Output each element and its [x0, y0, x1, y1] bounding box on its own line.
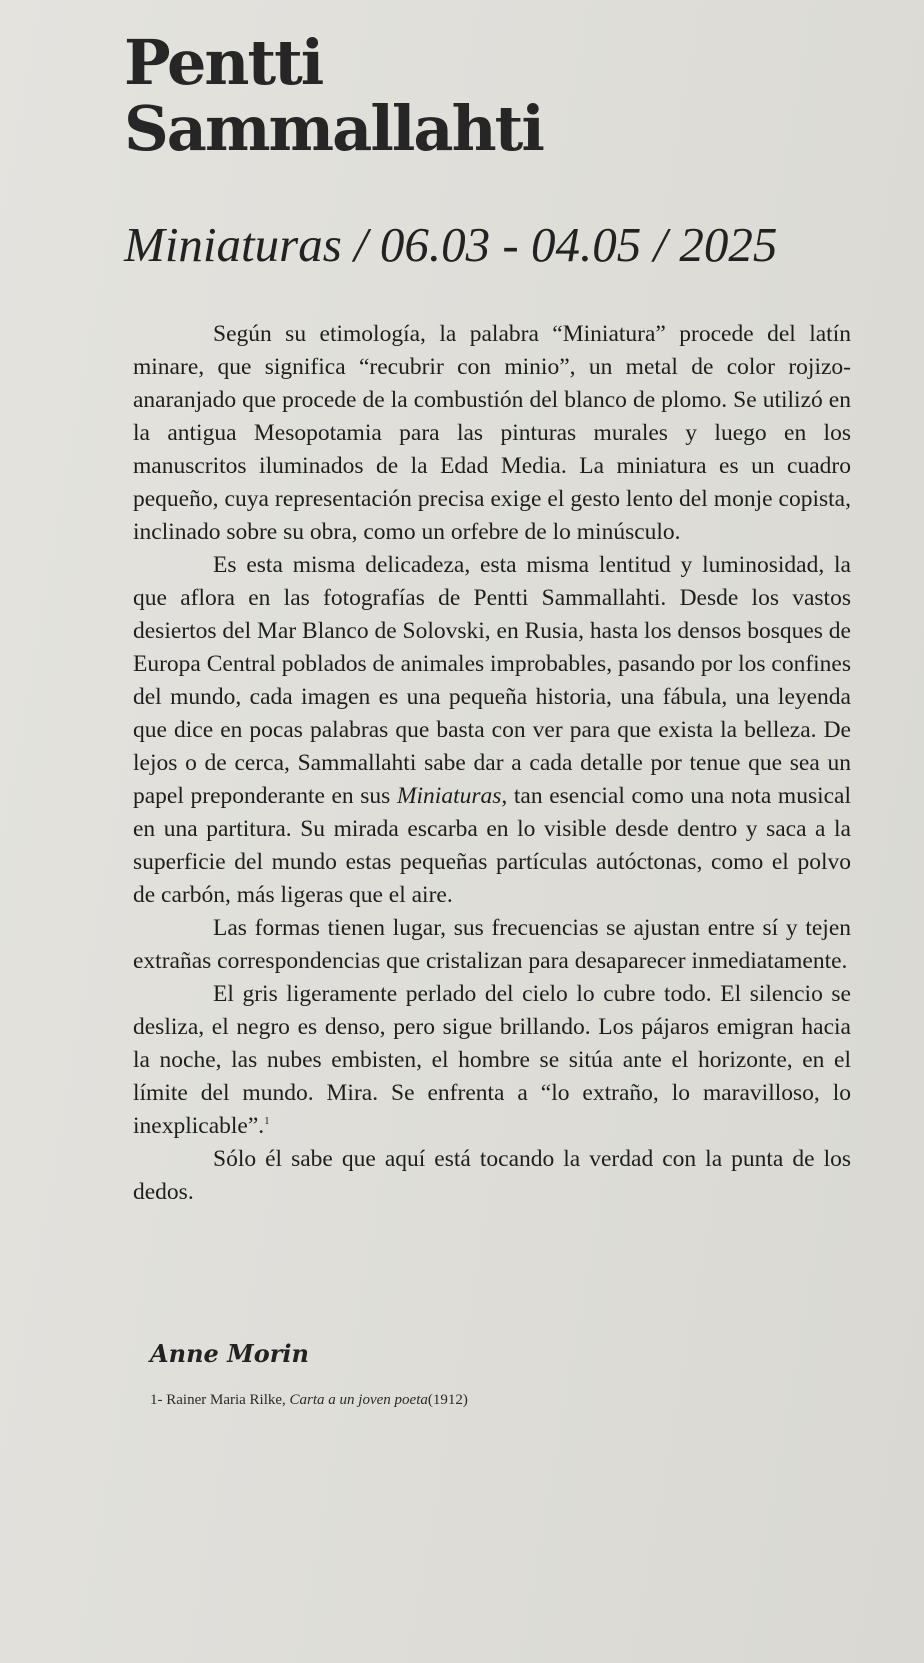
footnote	[150, 1390, 468, 1410]
essay-paragraph-3: Las formas tienen lugar, sus frecuencias se ajustan entre sí y tejen extrañas correspondencias que cristalizan para desaparecer inmediatamente.	[133, 915, 851, 974]
essay-paragraph-1: Según su etimología, la palabra “Miniatura” procede del latín minare, que significa “recubrir con minio”, un metal de color rojizo-anaranjado que procede de la combustión del blanco de plomo. Se utilizó en la antigua Mesopotamia para las pinturas murales y luego en los manuscritos iluminados de la Edad Media. La miniatura es un cuadro pequeño, cuya representación precisa exige el gesto lento del monje copista, inclinado sobre su obra, como un orfebre de lo minúsculo.	[133, 321, 851, 545]
essay-paragraph-2	[133, 549, 851, 912]
miniaturas-italic: Miniaturas	[396, 783, 502, 809]
essay-paragraph-2-text-b: , tan esencial como una nota musical en una partitura. Su mirada escarba en lo visible desde dentro y saca a la superficie del mundo estas pequeñas partículas autóctonas, como el polvo de carbón, más ligeras que el aire.	[133, 783, 852, 908]
artist-name	[124, 26, 543, 165]
exhibition-subtitle: Miniaturas / 06.03 - 04.05 / 2025	[124, 217, 778, 272]
essay-paragraph-5: Sólo él sabe que aquí está tocando la verdad con la punta de los dedos.	[133, 1146, 851, 1205]
essay-paragraph-2-text-a: Es esta misma delicadeza, esta misma lentitud y luminosidad, la que aflora en las fotografías de Pentti Sammallahti. Desde los vastos desiertos del Mar Blanco de Solovski, en Rusia, hasta los densos bosques de Europa Central poblados de animales improbables, pasando por los confines del mundo, cada imagen es una pequeña historia, una fábula, una leyenda que dice en pocas palabras que basta con ver para que exista la belleza. De lejos o de cerca, Sammallahti sabe dar a cada detalle por tenue que sea un papel preponderante en sus	[133, 552, 851, 809]
artist-first-name: Pentti	[124, 26, 323, 99]
essay-paragraph-4	[133, 978, 851, 1143]
essay-paragraph-4-text: El gris ligeramente perlado del cielo lo cubre todo. El silencio se desliza, el negro es denso, pero sigue brillando. Los pájaros emigran hacia la noche, las nubes embisten, el hombre se sitúa ante el horizonte, en el límite del mundo. Mira. Se enfrenta a “lo extraño, lo maravilloso, lo inexplicable”.	[133, 981, 851, 1139]
footnote-prefix: 1- Rainer Maria Rilke,	[150, 1392, 290, 1408]
footnote-year: (1912)	[427, 1392, 468, 1408]
curatorial-essay	[133, 318, 851, 1209]
footnote-work-title: Carta a un joven poeta	[289, 1392, 428, 1408]
footnote-reference: 1	[264, 1115, 270, 1127]
artist-last-name: Sammallahti	[124, 92, 543, 165]
author-name: Anne Morin	[150, 1339, 309, 1368]
